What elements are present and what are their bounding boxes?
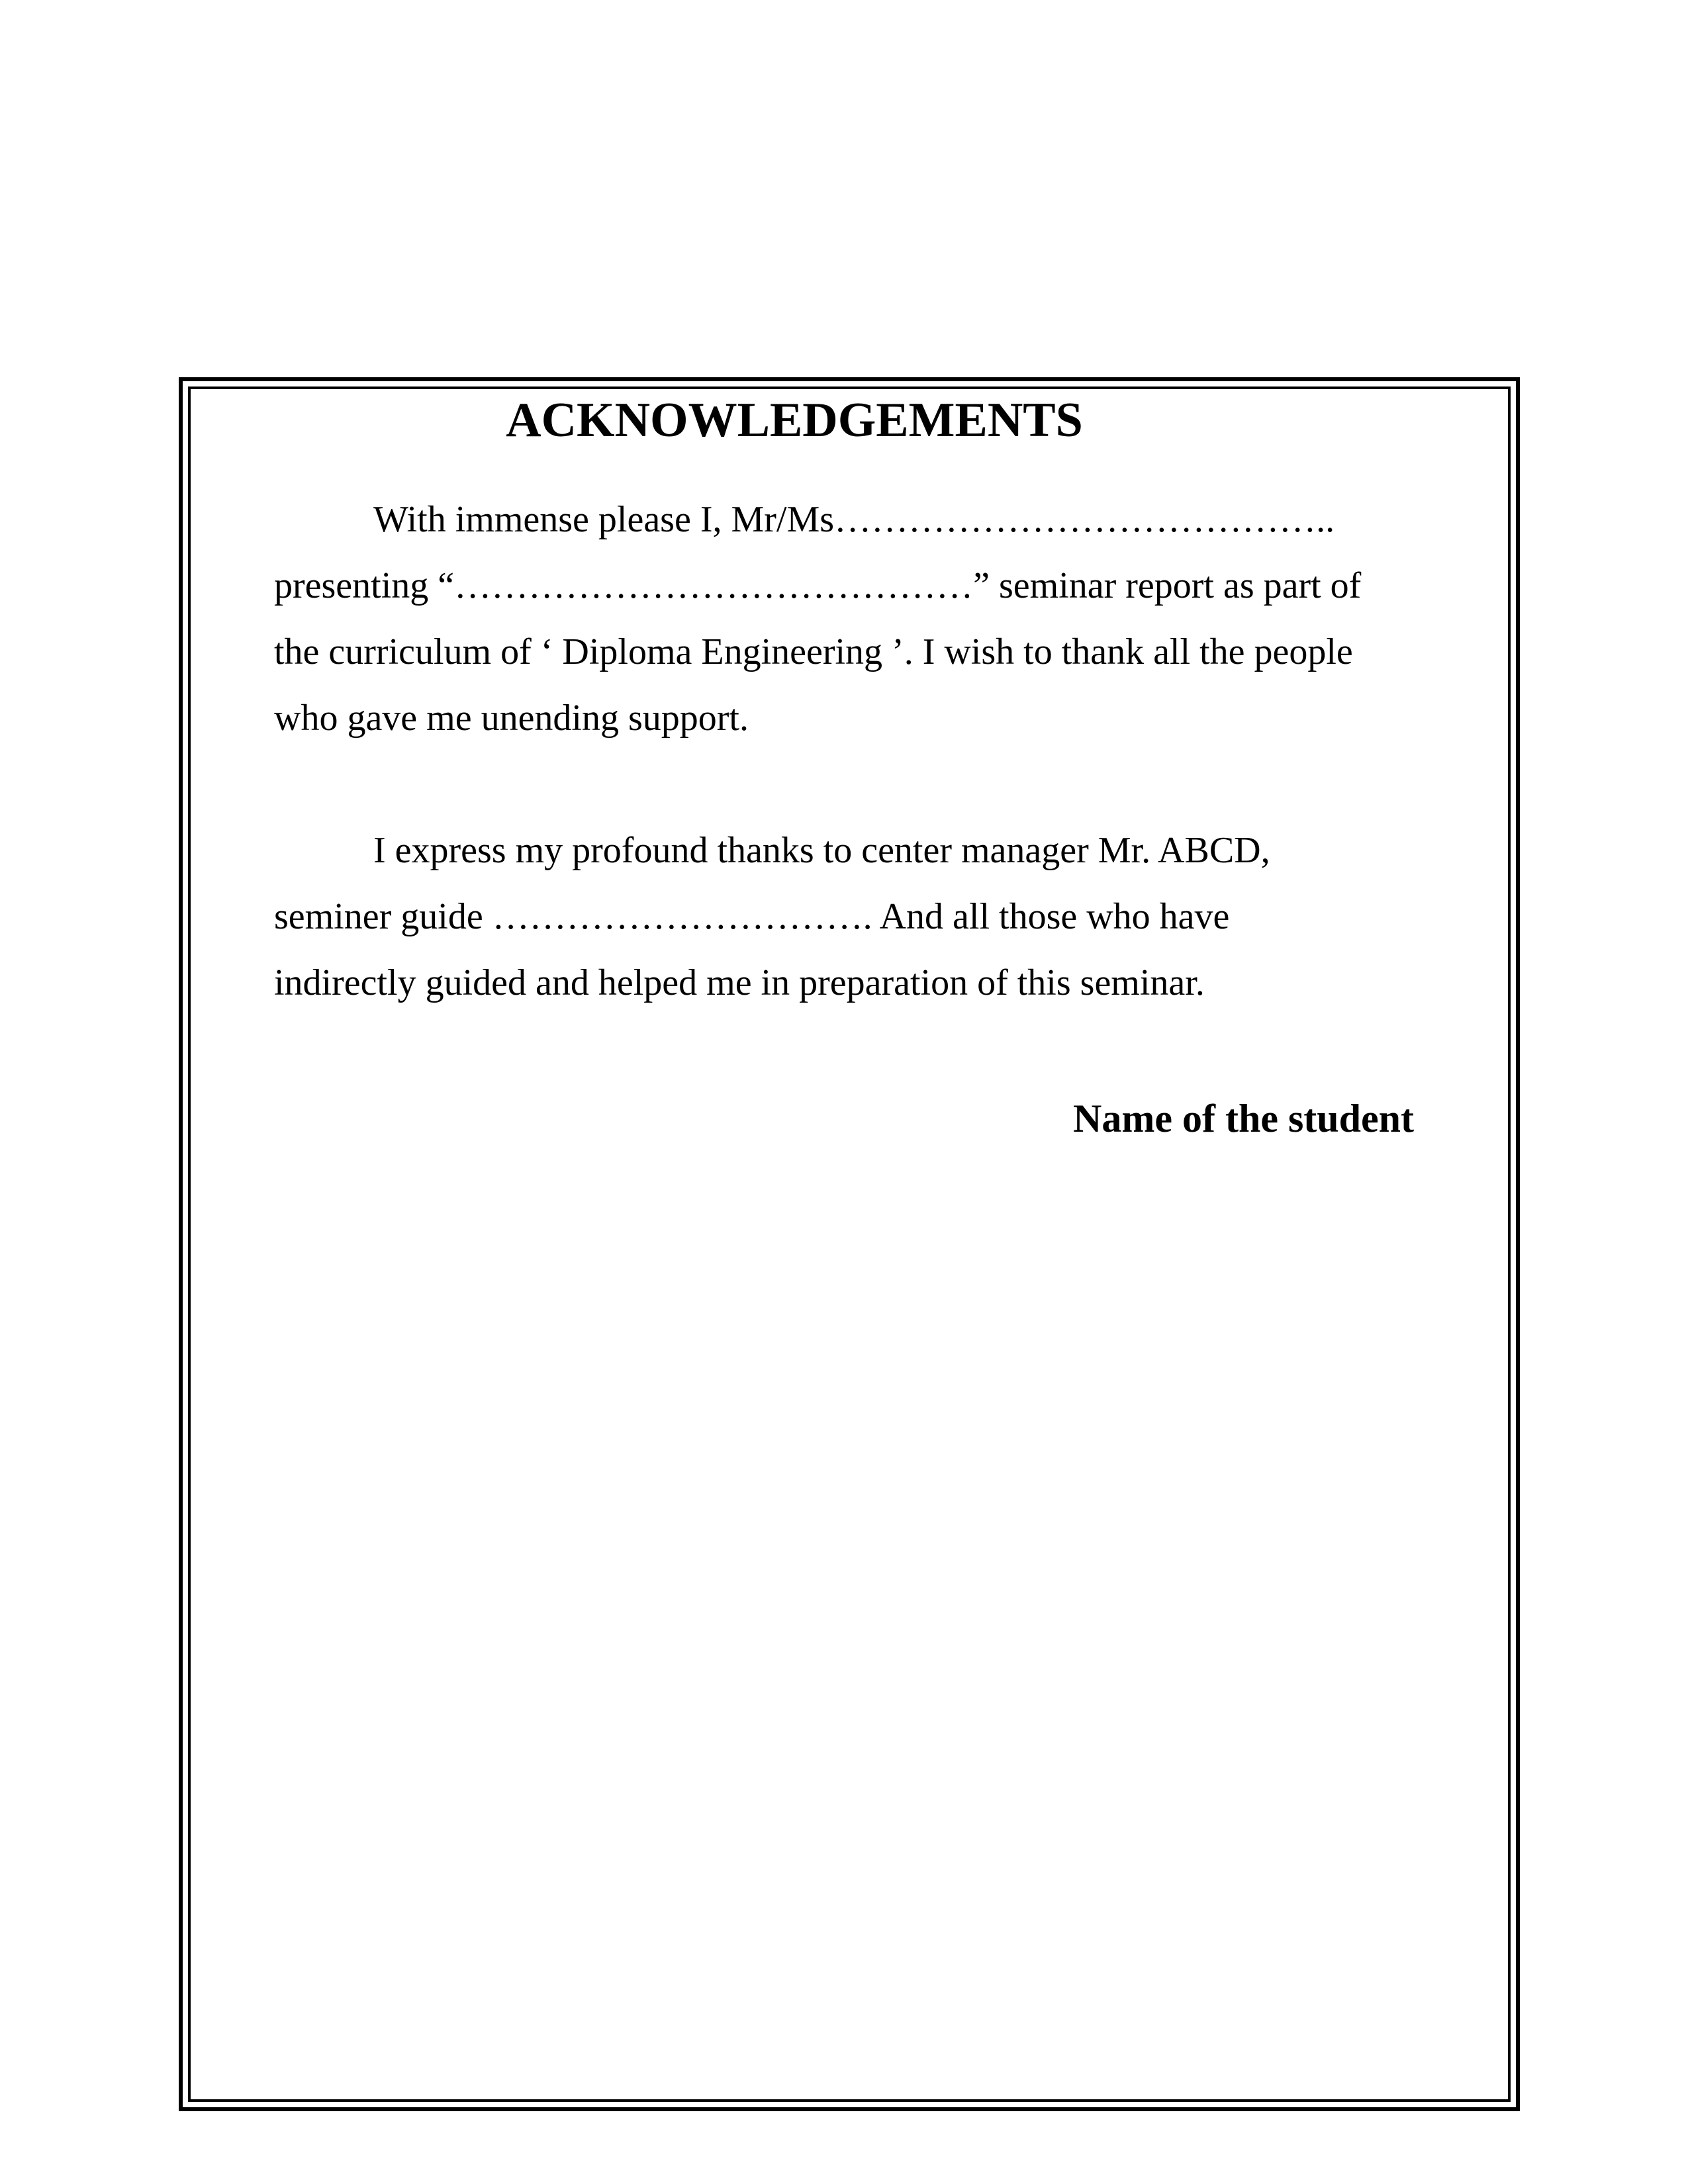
page-title: ACKNOWLEDGEMENTS bbox=[506, 393, 1083, 447]
paragraph-line: presenting “……………………………………” seminar report as part of bbox=[274, 565, 1362, 606]
paragraph-line: indirectly guided and helped me in preparation of this seminar. bbox=[274, 962, 1205, 1003]
student-name-signature: Name of the student bbox=[1073, 1097, 1414, 1140]
paragraph-line: who gave me unending support. bbox=[274, 698, 749, 739]
paragraph-line: seminer guide …………………………. And all those who have bbox=[274, 896, 1230, 937]
paragraph-line: With immense please I, Mr/Ms………………………………….. bbox=[373, 499, 1335, 540]
acknowledgement-paragraph-2 bbox=[274, 817, 1413, 1016]
acknowledgement-paragraph-1 bbox=[274, 486, 1413, 751]
paragraph-line: I express my profound thanks to center manager Mr. ABCD, bbox=[373, 830, 1270, 871]
paragraph-line: the curriculum of ‘ Diploma Engineering ’. I wish to thank all the people bbox=[274, 631, 1353, 672]
